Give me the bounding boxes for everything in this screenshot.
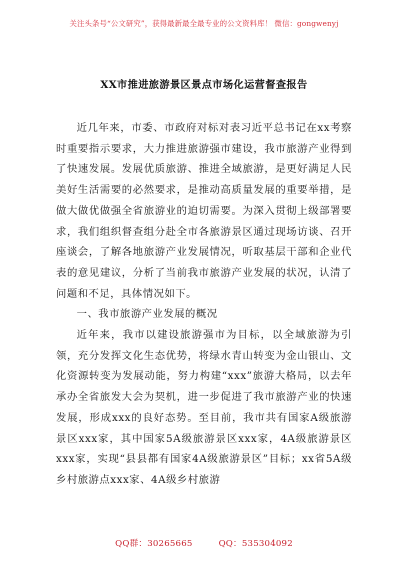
header-promo-text: 关注头条号“公文研究”，获得最新最全最专业的公文资料库！ 微信：gongwenyj xyxy=(69,19,339,28)
qq-group-label: QQ群： xyxy=(115,539,148,549)
footer-contact xyxy=(0,537,408,549)
body-paragraph-intro: 近几年来，市委、市政府对标对表习近平总书记在xx考察时重要指示要求，大力推进旅游强市建设，我市旅游产业得到了快速发展。发展优质旅游、推进全域旅游，是更好满足人民美好生活需要的必然要求，是推动高质量发展的重要举措，是做大做优做强全省旅游业的迫切需要。为深入贯彻上级部署要求，我们组织督查组分赴全市各旅游景区通过现场访谈、召开座谈会，了解各地旅游产业发展情况，听取基层干部和企业代表的意见建议，分析了当前我市旅游产业发展的状况，认清了问题和不足，具体情况如下。 xyxy=(56,122,352,300)
qq-number: 535304092 xyxy=(241,539,293,549)
qq-label: QQ： xyxy=(218,539,242,549)
body-paragraph-overview: 近年来，我市以建设旅游强市为目标，以全域旅游为引领，充分发挥文化生态优势，将绿水青山转变为金山银山、文化资源转变为发展动能，努力构建“xxx”旅游大格局，以去年承办全省旅发大会为契机，进一步促进了我市旅游产业的快速发展，形成xxx的良好态势。至目前，我市共有国家A级旅游景区xxx家，其中国家5A级旅游景区xxx家，4A级旅游景区xxx家，实现“县县都有国家4A级旅游景区”目标；xx省5A级乡村旅游点xxx家、4A级乡村旅游 xyxy=(56,329,352,486)
qq-group-number: 30265665 xyxy=(147,539,193,549)
section-heading: 一、我市旅游产业发展的概况 xyxy=(76,308,218,321)
document-title: XX市推进旅游景区景点市场化运营督查报告 xyxy=(100,79,308,91)
document-body xyxy=(56,118,352,491)
